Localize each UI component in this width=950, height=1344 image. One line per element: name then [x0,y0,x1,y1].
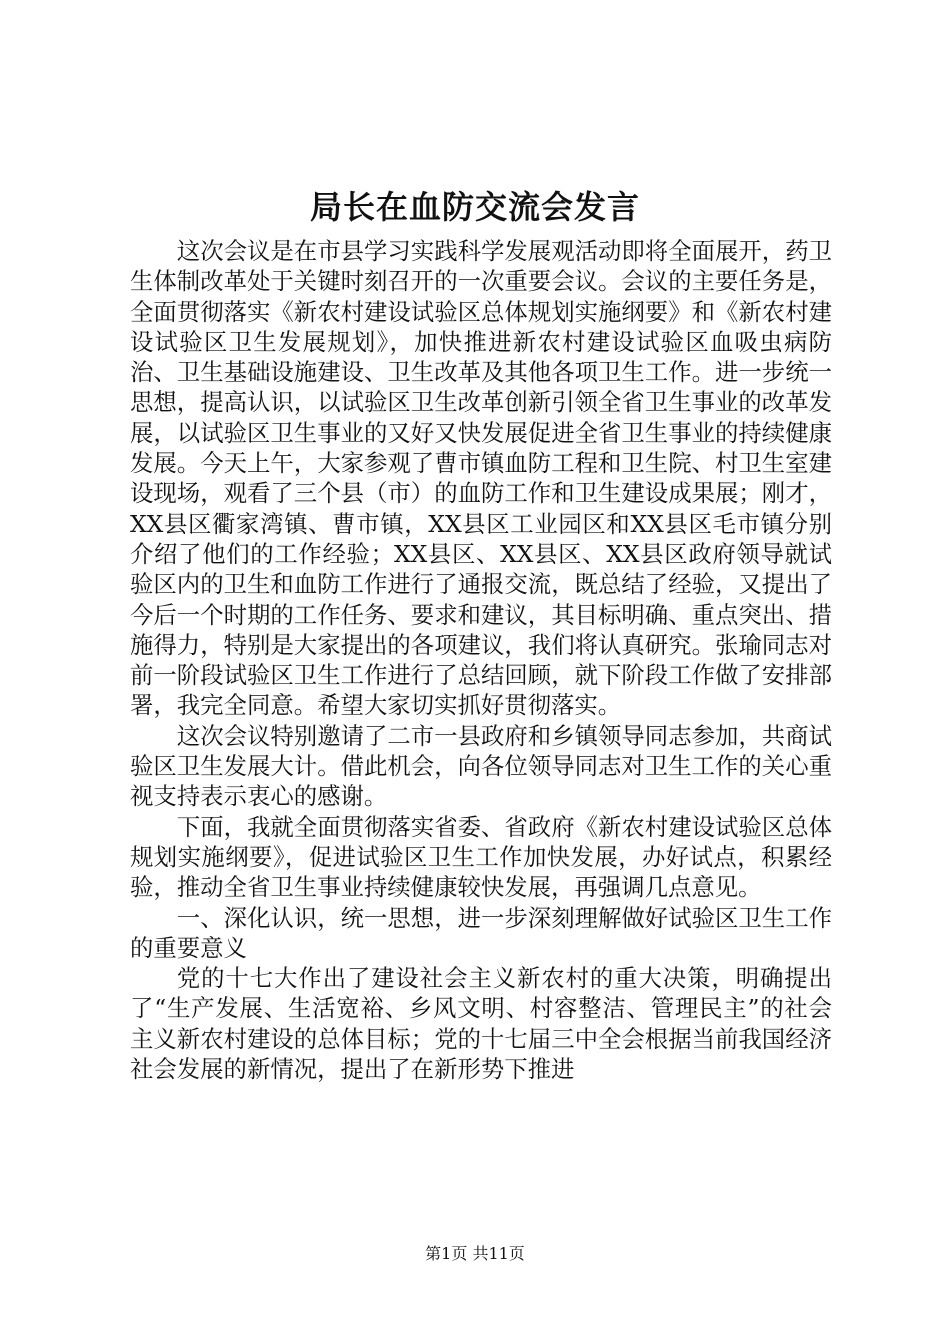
paragraph: 党的十七大作出了建设社会主义新农村的重大决策，明确提出了“生产发展、生活宽裕、乡风文明、村容整洁、管理民主”的社会主义新农村建设的总体目标；党的十七届三中全会根据当前我国经济社会发展的新情况，提出了在新形势下推进 [130,964,832,1084]
document-body [130,236,832,1084]
page-number-footer: 第1页 共11页 [425,1244,525,1263]
paragraph: 这次会议是在市县学习实践科学发展观活动即将全面展开，药卫生体制改革处于关键时刻召开的一次重要会议。会议的主要任务是，全面贯彻落实《新农村建设试验区总体规划实施纲要》和《新农村建设试验区卫生发展规划》，加快推进新农村建设试验区血吸虫病防治、卫生基础设施建设、卫生改革及其他各项卫生工作。进一步统一思想，提高认识，以试验区卫生改革创新引领全省卫生事业的改革发展，以试验区卫生事业的又好又快发展促进全省卫生事业的持续健康发展。今天上午，大家参观了曹市镇血防工程和卫生院、村卫生室建设现场，观看了三个县（市）的血防工作和卫生建设成果展；刚才，XX县区衢家湾镇、曹市镇，XX县区工业园区和XX县区毛市镇分别介绍了他们的工作经验；XX县区、XX县区、XX县区政府领导就试验区内的卫生和血防工作进行了通报交流，既总结了经验，又提出了今后一个时期的工作任务、要求和建议，其目标明确、重点突出、措施得力，特别是大家提出的各项建议，我们将认真研究。张瑜同志对前一阶段试验区卫生工作进行了总结回顾，就下阶段工作做了安排部署，我完全同意。希望大家切实抓好贯彻落实。 [130,237,832,720]
section-heading: 一、深化认识，统一思想，进一步深刻理解做好试验区卫生工作的重要意义 [130,903,832,962]
paragraph: 这次会议特别邀请了二市一县政府和乡镇领导同志参加，共商试验区卫生发展大计。借此机会，向各位领导同志对卫生工作的关心重视支持表示衷心的感谢。 [130,721,832,811]
paragraph: 下面，我就全面贯彻落实省委、省政府《新农村建设试验区总体规划实施纲要》，促进试验区卫生工作加快发展，办好试点，积累经验，推动全省卫生事业持续健康较快发展，再强调几点意见。 [130,812,832,902]
document-title: 局长在血防交流会发言 [309,188,640,226]
